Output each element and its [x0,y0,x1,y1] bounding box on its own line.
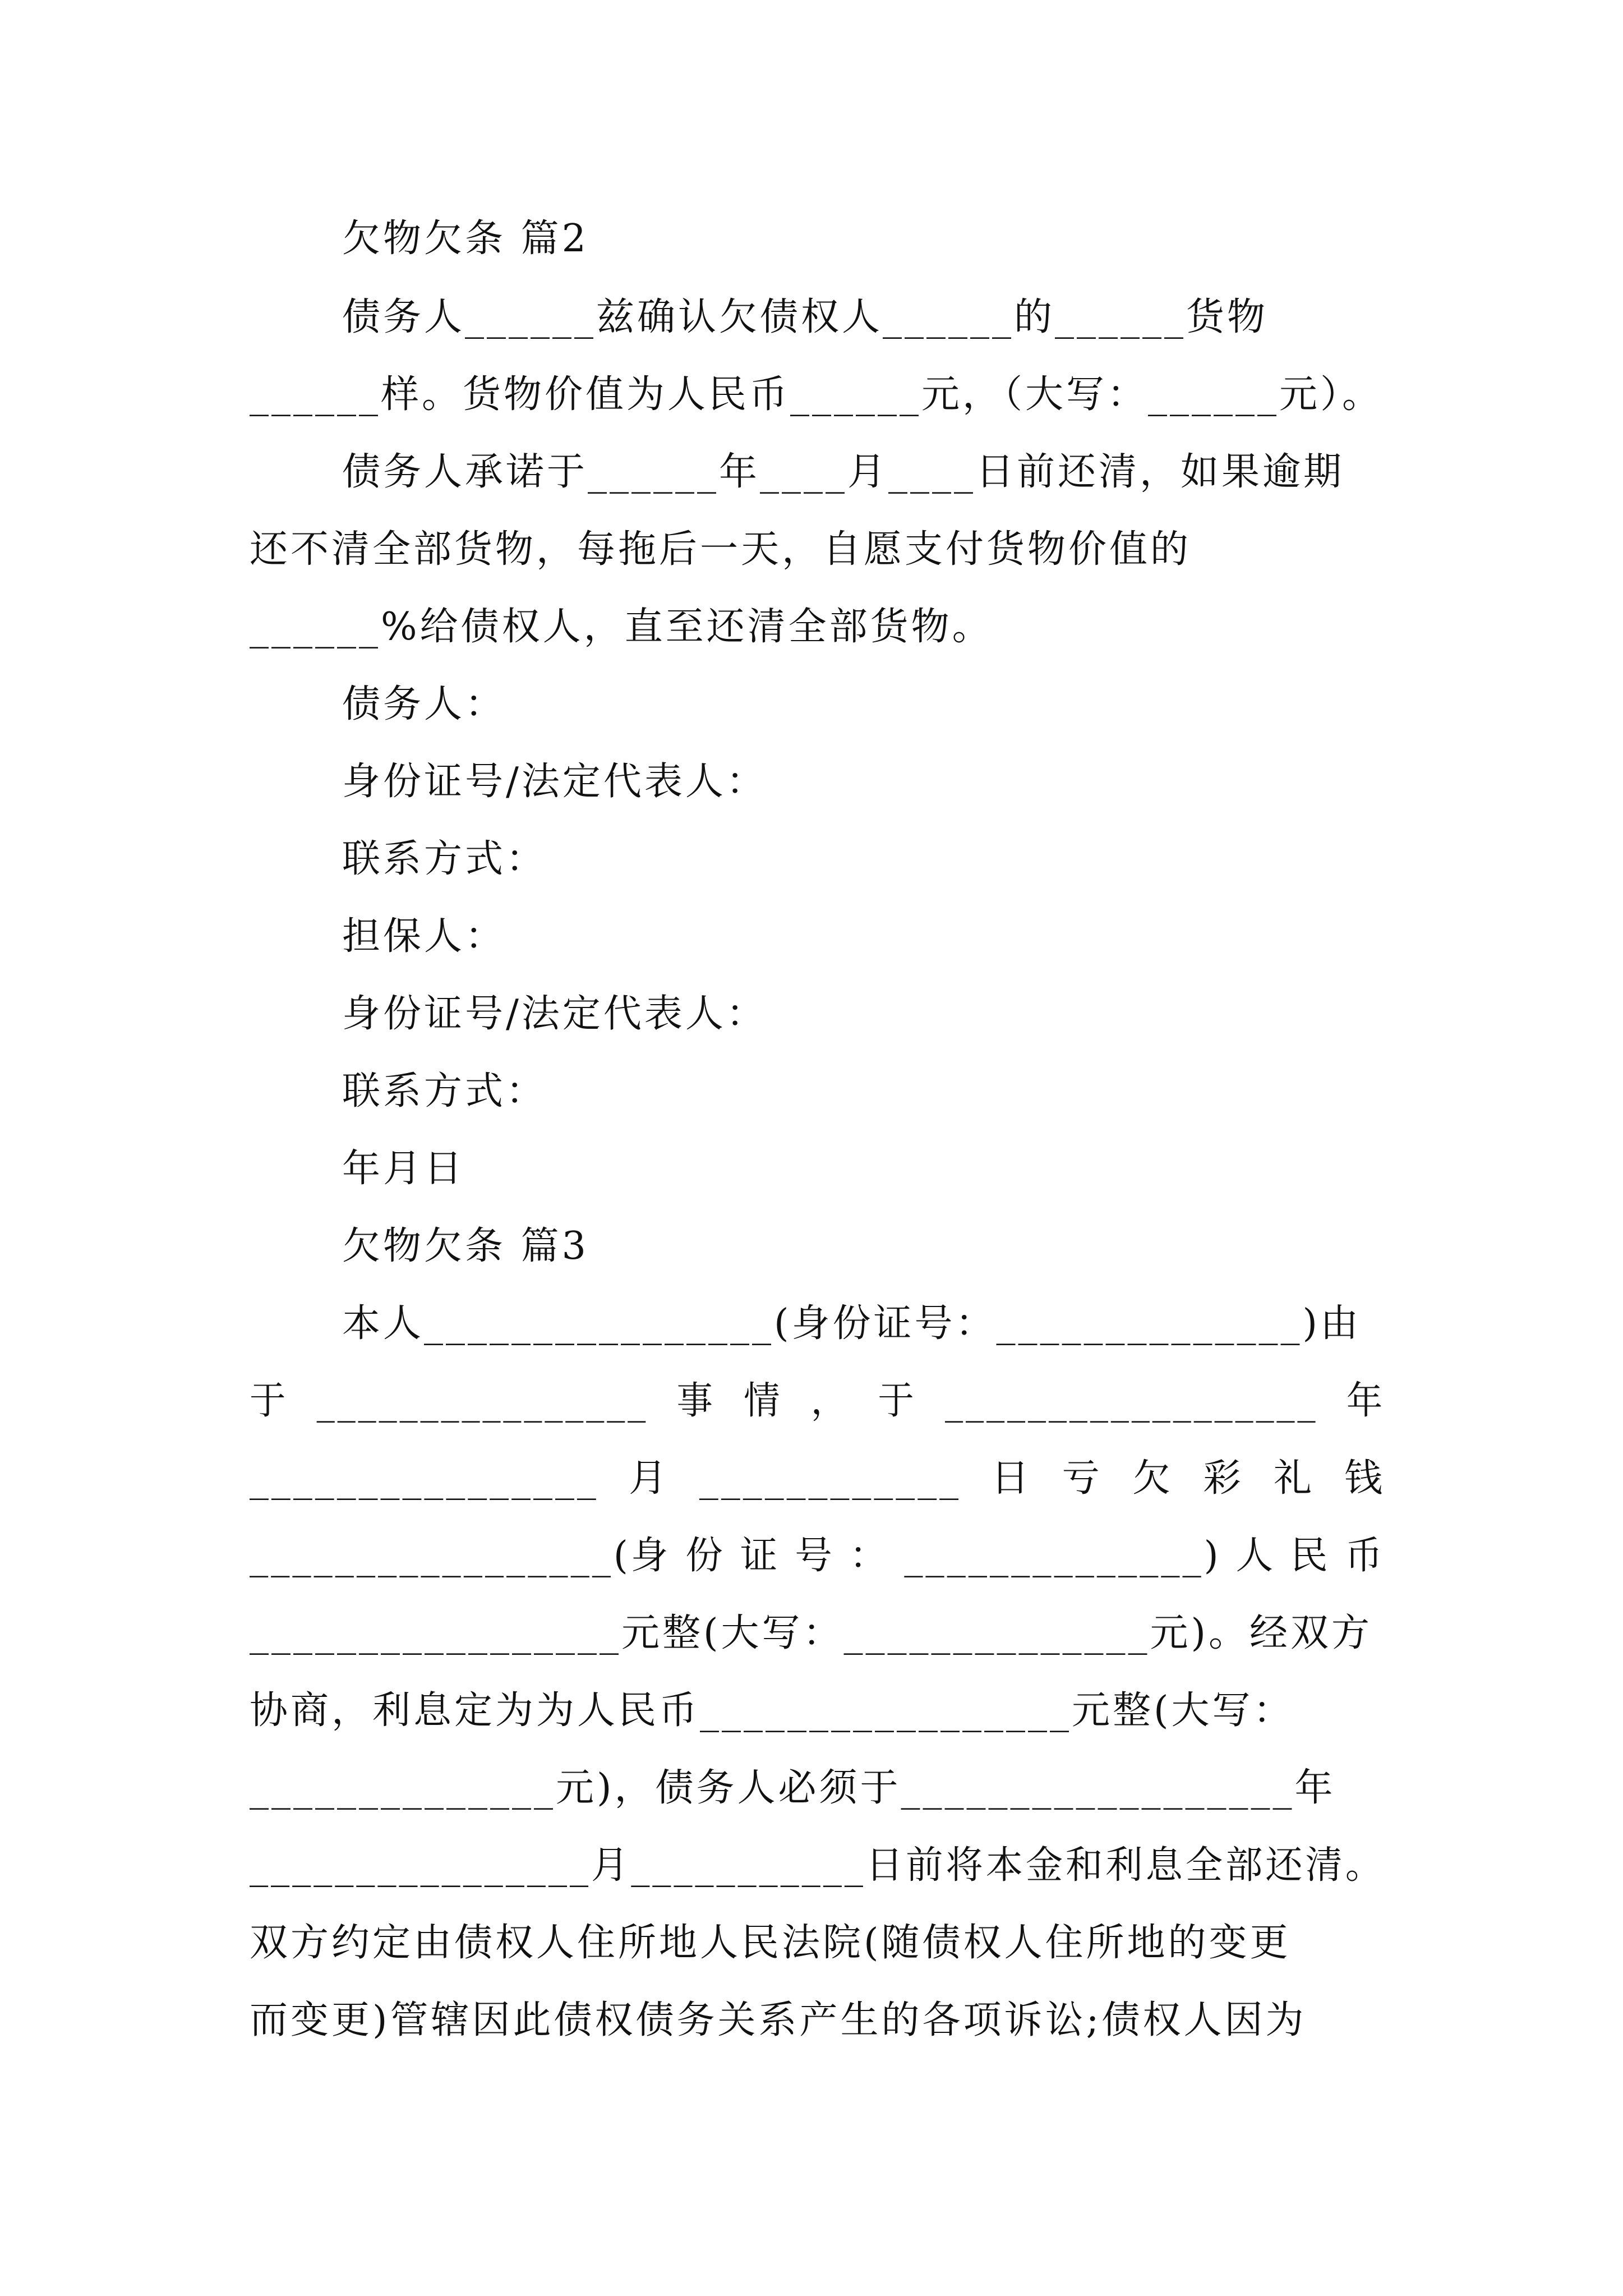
section-heading-3: 欠物欠条 篇3 [342,1224,589,1268]
paragraph-line: 债务人承诺于______年____月____日前还清，如果逾期 [342,450,1345,494]
paragraph-line: ______________元)，债务人必须于__________________年 [250,1766,1336,1810]
section-heading-2: 欠物欠条 篇2 [342,217,589,261]
paragraph-line: ________________ 月 ____________ 日 亏 欠 彩 礼 钱 [250,1456,1385,1501]
paragraph-line: 而变更)管辖因此债权债务关系产生的各项诉讼;债权人因为 [250,1998,1307,2042]
date-label: 年月日 [342,1147,465,1191]
paragraph-line: _________________元整(大写：______________元)。经双方 [250,1611,1373,1655]
paragraph-line: ______%给债权人，直至还清全部货物。 [250,605,993,649]
debtor-label: 债务人： [342,682,506,726]
contact-label: 联系方式： [342,837,547,881]
id-number-label: 身份证号/法定代表人： [342,760,767,804]
id-number-label: 身份证号/法定代表人： [342,992,767,1036]
paragraph-line: 还不清全部货物，每拖后一天，自愿支付货物价值的 [250,527,1192,572]
paragraph-line: 本人________________(身份证号：______________)由 [342,1301,1362,1346]
paragraph-line: 债务人______兹确认欠债权人______的______货物 [342,295,1269,339]
paragraph-line: _________________(身 份 证 号 ： ______________) 人 民 币 [250,1534,1385,1578]
paragraph-line: 协商，利息定为为人民币_________________元整(大写： [250,1688,1294,1733]
paragraph-line: ______样。货物价值为人民币______元，（大写：______元）。 [250,372,1384,417]
paragraph-line: ________________月___________日前将本金和利息全部还清。 [250,1843,1385,1888]
guarantor-label: 担保人： [342,914,506,959]
paragraph-line: 于 ________________ 事 情 ， 于 __________________ 年 [250,1379,1385,1423]
paragraph-line: 双方约定由债权人住所地人民法院(随债权人住所地的变更 [250,1921,1291,1965]
contact-label: 联系方式： [342,1069,547,1114]
